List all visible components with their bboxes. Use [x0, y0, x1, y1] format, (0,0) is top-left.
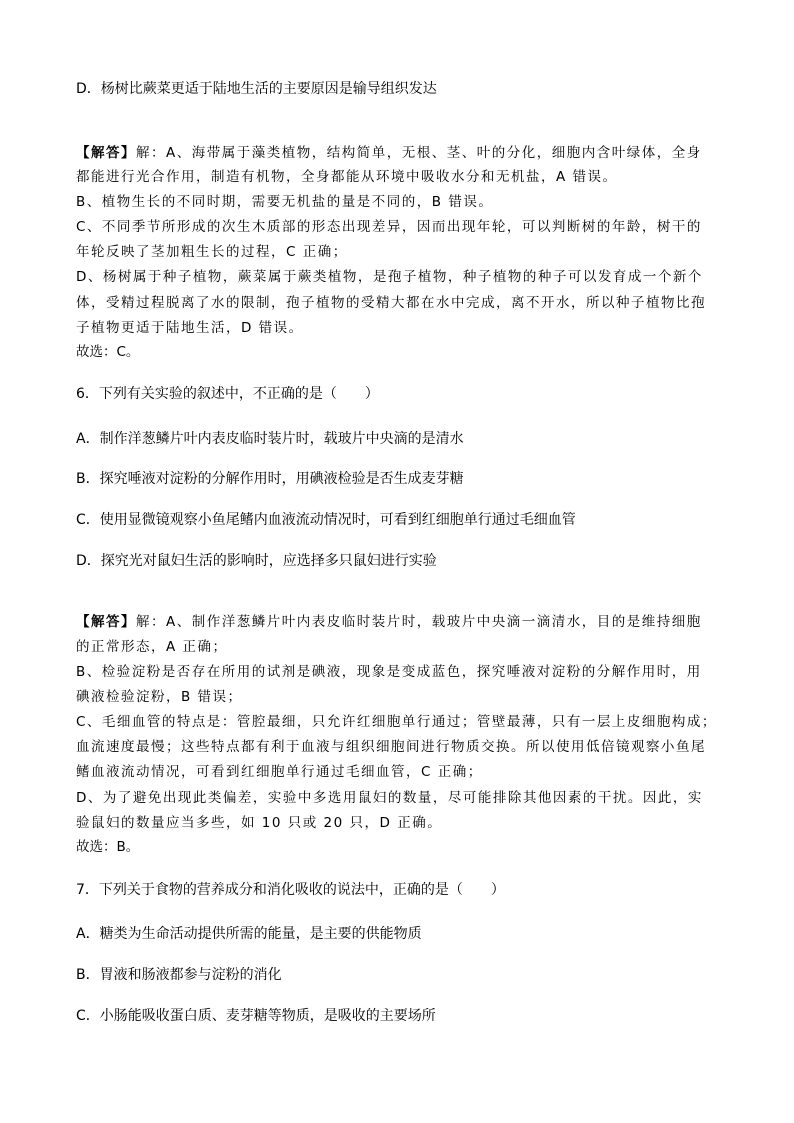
question6-stem: 6．下列有关实验的叙述中，不正确的是（ ）: [76, 386, 379, 402]
answer5-line: 都能进行光合作用，制造有机物，全身都能从环境中吸收水分和无机盐，A 错误。: [76, 169, 618, 185]
answer6-line: D、为了避免出现此类偏差，实验中多选用鼠妇的数量，尽可能排除其他因素的干扰。因此，实: [76, 790, 703, 806]
answer6-first-line: [76, 613, 702, 631]
answer5-line: B、植物生长的不同时期，需要无机盐的量是不同的，B 错误。: [76, 194, 494, 210]
answer5-line: 体，受精过程脱离了水的限制，孢子植物的受精大都在水中完成，离不开水，所以种子植物比孢: [76, 295, 706, 311]
answer6-text-0: 解：A、制作洋葱鳞片叶内表皮临时装片时，载玻片中央滴一滴清水，目的是维持细胞: [136, 614, 702, 630]
question6-option-b: B．探究唾液对淀粉的分解作用时，用碘液检验是否生成麦芽糖: [76, 471, 464, 487]
answer5-line: D、杨树属于种子植物，蕨菜属于蕨类植物，是孢子植物，种子植物的种子可以发育成一个新个: [76, 269, 703, 285]
answer6-line: 碘液检验淀粉，B 错误；: [76, 689, 243, 705]
answer5-choice: 故选：C。: [76, 344, 140, 360]
question7-option-c: C．小肠能吸收蛋白质、麦芽糖等物质，是吸收的主要场所: [76, 1008, 436, 1024]
answer6-line: 的正常形态，A 正确；: [76, 639, 228, 655]
question7-option-a: A．糖类为生命活动提供所需的能量，是主要的供能物质: [76, 926, 422, 942]
answer6-choice: 故选：B。: [76, 839, 140, 855]
question6-option-d: D．探究光对鼠妇生活的影响时，应选择多只鼠妇进行实验: [76, 553, 437, 569]
question7-stem: 7．下列关于食物的营养成分和消化吸收的说法中，正确的是（ ）: [76, 882, 505, 898]
question6-option-a: A．制作洋葱鳞片叶内表皮临时装片时，载玻片中央滴的是清水: [76, 431, 464, 447]
answer6-line: C、毛细血管的特点是：管腔最细，只允许红细胞单行通过；管壁最薄，只有一层上皮细胞构成；: [76, 714, 717, 730]
answer6-line: 血流速度最慢；这些特点都有利于血液与组织细胞间进行物质交换。所以使用低倍镜观察小鱼尾: [76, 739, 706, 755]
answer6-line: 验鼠妇的数量应当多些，如 10 只或 20 只，D 正确。: [76, 815, 443, 831]
question7-option-b: B．胃液和肠液都参与淀粉的消化: [76, 967, 282, 983]
answer5-line: 子植物更适于陆地生活，D 错误。: [76, 320, 304, 336]
answer5-line: 年轮反映了茎加粗生长的过程，C 正确；: [76, 244, 348, 260]
answer5-line: C、不同季节所形成的次生木质部的形态出现差异，因而出现年轮，可以判断树的年龄，树干的: [76, 219, 702, 235]
answer5-text-0: 解：A、海带属于藻类植物，结构简单，无根、茎、叶的分化，细胞内含叶绿体，全身: [136, 145, 702, 161]
question5-option-d: D．杨树比蕨菜更适于陆地生活的主要原因是输导组织发达: [76, 81, 437, 97]
question6-option-c: C．使用显微镜观察小鱼尾鳍内血液流动情况时，可看到红细胞单行通过毛细血管: [76, 512, 576, 528]
answer6-line: B、检验淀粉是否存在所用的试剂是碘液，现象是变成蓝色，探究唾液对淀粉的分解作用时，用: [76, 664, 702, 680]
answer6-tag: 【解答】: [76, 614, 136, 630]
answer5-tag: 【解答】: [76, 145, 136, 161]
answer5-first-line: [76, 144, 702, 162]
answer6-line: 鳍血液流动情况，可看到红细胞单行通过毛细血管，C 正确；: [76, 764, 483, 780]
